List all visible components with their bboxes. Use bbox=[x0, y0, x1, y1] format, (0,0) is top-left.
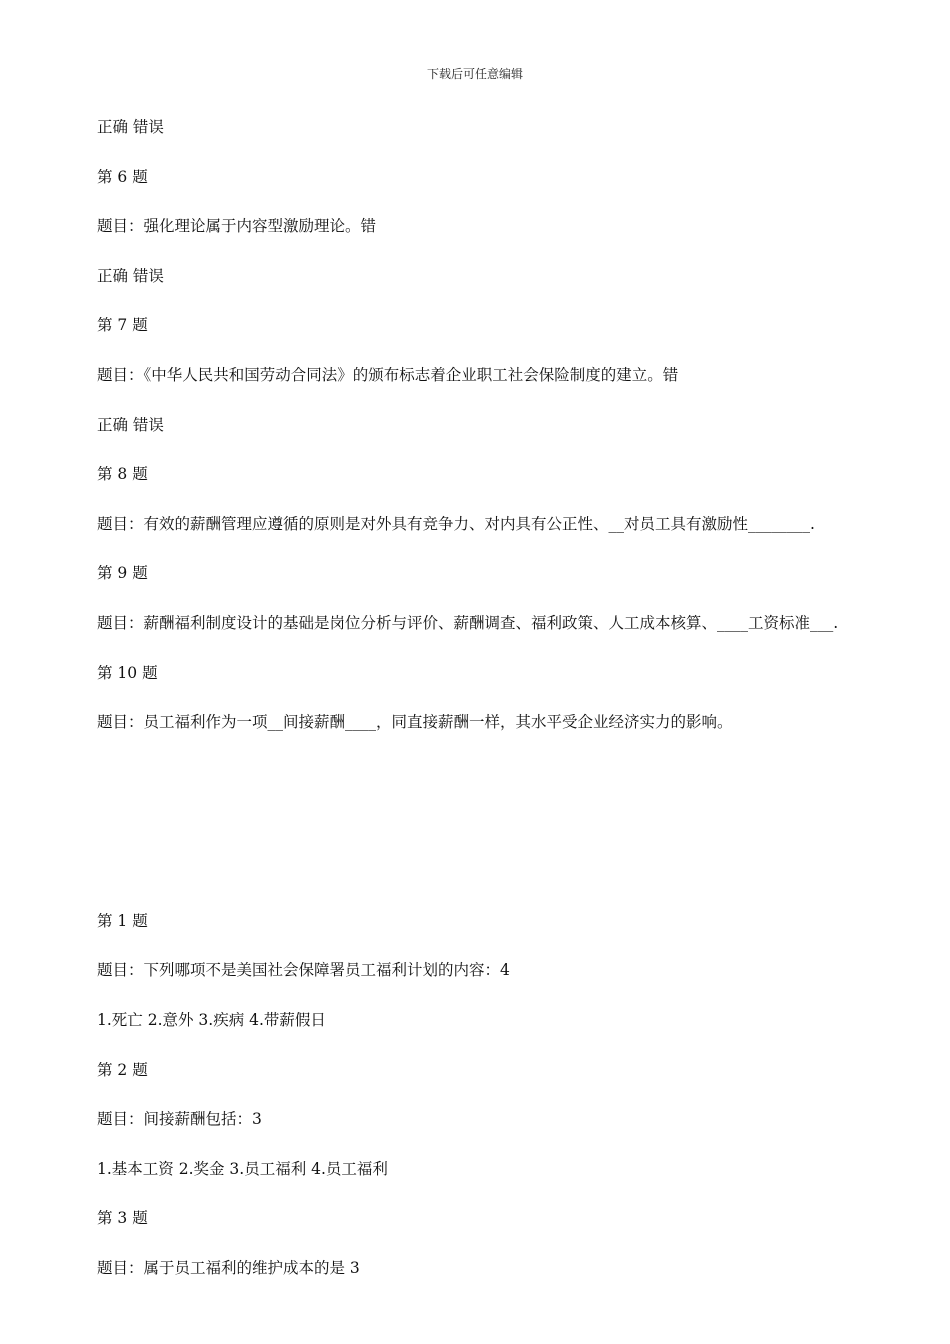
document-body bbox=[97, 115, 917, 1305]
answer-options: 1.死亡 2.意外 3.疾病 4.带薪假日 bbox=[97, 1010, 326, 1029]
question-text: 题目：间接薪酬包括：3 bbox=[97, 1110, 262, 1129]
question-number: 第 8 题 bbox=[97, 465, 148, 484]
question-number: 第 6 题 bbox=[97, 167, 148, 186]
question-text: 题目：有效的薪酬管理应遵循的原则是对外具有竞争力、对内具有公正性、__对员工具有激励性________. bbox=[97, 514, 815, 533]
question-text: 题目：下列哪项不是美国社会保障署员工福利计划的内容：4 bbox=[97, 961, 510, 980]
question-number: 第 10 题 bbox=[97, 663, 158, 682]
section-a bbox=[97, 115, 917, 734]
question-text: 题目：员工福利作为一项__间接薪酬____，同直接薪酬一样，其水平受企业经济实力的影响。 bbox=[97, 713, 733, 732]
answer-options: 1.基本工资 2.奖金 3.员工福利 4.员工福利 bbox=[97, 1159, 388, 1178]
section-b bbox=[97, 909, 917, 1280]
page-header: 下载后可任意编辑 bbox=[426, 67, 523, 81]
section-gap bbox=[97, 760, 917, 909]
question-number: 第 9 题 bbox=[97, 564, 148, 583]
answer-options: 正确 错误 bbox=[97, 118, 164, 136]
question-number: 第 3 题 bbox=[97, 1209, 148, 1228]
answer-options: 正确 错误 bbox=[97, 266, 164, 285]
question-number: 第 1 题 bbox=[97, 911, 148, 930]
question-text: 题目：薪酬福利制度设计的基础是岗位分析与评价、薪酬调查、福利政策、人工成本核算、____工资标准___. bbox=[97, 613, 839, 632]
question-number: 第 2 题 bbox=[97, 1060, 148, 1079]
question-text: 题目：属于员工福利的维护成本的是 3 bbox=[97, 1258, 360, 1277]
question-text: 题目：《中华人民共和国劳动合同法》的颁布标志着企业职工社会保险制度的建立。错 bbox=[97, 365, 679, 384]
answer-options: 正确 错误 bbox=[97, 415, 164, 434]
question-number: 第 7 题 bbox=[97, 316, 148, 335]
question-text: 题目：强化理论属于内容型激励理论。错 bbox=[97, 217, 377, 236]
